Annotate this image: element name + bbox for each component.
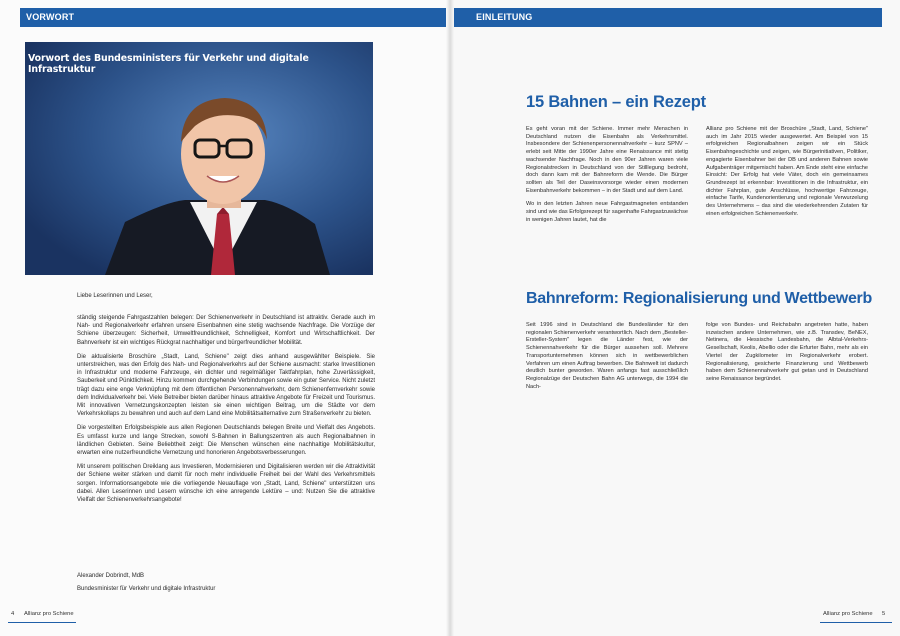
reform-column-2 bbox=[706, 322, 868, 390]
intro-paragraph-2: Wo in den letzten Jahren neue Fahrgastmagneten entstanden sind und wie das Erfolgsrezept für sagenhafte Fahrgastzuwächse in wenigen Jahren lautet, hat die bbox=[526, 201, 689, 223]
letter-paragraph-4: Mit unserem politischen Dreiklang aus Investieren, Modernisieren und Digitalisieren werden wir die Attraktivität der Schiene weiter stärken und damit für noch mehr individuelle Freiheit bei der Wahl des Verkehrsmittels sorgen. Informationsangebote wie die vorliegende Neuauflage von „Stadt, Land, Schiene" unterstützen uns dabei. Allen Leserinnen und Lesern wünsche ich eine anregende Lektüre – und: Nutzen Sie die attraktive Vielfalt der Schienenverkehrsangebote! bbox=[77, 464, 375, 504]
intro-column-2 bbox=[706, 126, 868, 224]
reform-paragraph-1: Seit 1996 sind in Deutschland die Bundesländer für den regionalen Schienenverkehr verantwortlich. Nach dem „Besteller-Ersteller-System" legen die Länder fest, wie der Schienennahverkehr für die Bürger aussehen soll. Mehrere Transportunternehmen können sich in wettbewerblichen Verfahren um einen Auftrag bewerben. Die Bahnwelt ist dadurch deutlich bunter geworden. Waren anfangs fast ausschließlich Regionalzüge der Deutschen Bahn AG unterwegs, die 1994 die Nach- bbox=[526, 322, 688, 390]
photo-credit-wrap bbox=[374, 276, 382, 346]
portrait-illustration bbox=[25, 42, 373, 275]
intro-column-1 bbox=[526, 126, 688, 230]
heading-bahnreform: Bahnreform: Regionalisierung und Wettbewerb bbox=[526, 290, 872, 307]
page-number-left: 4 bbox=[11, 611, 15, 617]
intro-paragraph-1: Es geht voran mit der Schiene. Immer mehr Menschen in Deutschland nutzen die Eisenbahn als Verkehrsmittel. Insbesondere der Schienenpersonennahverkehr – kurz SPNV – erlebt seit Mitte der 1990er Jahre eine Renaissance mit stetig wachsender Nachfrage. Noch in den 90er Jahren waren viele Regionalstrecken in Deutschland von der Stilllegung bedroht, doch dann kam mit der Bahnreform die Wende. Die Bürger sollten als Teil der Daseinsvorsorge wieder einen modernen Eisenbahnverkehr bekommen – in der Stadt und auf dem Land. bbox=[526, 126, 688, 194]
footer-label-left: Allianz pro Schiene bbox=[24, 611, 74, 617]
section-bar-einleitung: EINLEITUNG bbox=[454, 8, 882, 27]
footer-rule-right bbox=[820, 622, 892, 623]
letter-greeting: Liebe Leserinnen und Leser, bbox=[77, 293, 153, 299]
signature-name: Alexander Dobrindt, MdB bbox=[77, 573, 145, 579]
binding-gutter bbox=[446, 0, 454, 636]
intro-paragraph-3: Allianz pro Schiene mit der Broschüre „Stadt, Land, Schiene" auch im Jahr 2015 wieder ausgewertet. Am Beispiel von 15 erfolgreichen Regionalbahnen zeigen wir ein Stück Eisenbahngeschichte und zeigen, wie Bürgerinitiativen, Politiker, engagierte Eisenbahner bei der DB und anderen Bahnen sowie Aufgabenträger mitgemischt haben. Am Ende steht eine einfache Einsicht: Der Erfolg hat viele Väter, doch ein gemeinsames Grundrezept ist erkennbar: Investitionen in die Infrastruktur, ein dichter Fahrplan, gute Anschlüsse, hochwertige Fahrzeuge, einfache Tarife, Kundenorientierung und regionale Verwurzelung des Unternehmens – das sind die wiederkehrenden Zutaten für einen erfolgreichen Schienenverkehr. bbox=[706, 126, 868, 217]
signature-title: Bundesminister für Verkehr und digitale Infrastruktur bbox=[77, 586, 216, 592]
reform-paragraph-2: folge von Bundes- und Reichsbahn angetreten hatte, haben inzwischen andere Unternehmen, wie z.B. Transdev, BeNEX, Netinera, die Hessische Landesbahn, die Albtal-Verkehrs-Gesellschaft, Keolis, Abellio oder die Erfurter Bahn, mehr als ein Viertel der Zugkilometer im Regionalverkehr erobert. Regionalisierung, gesicherte Finanzierung und Wettbewerb haben dem Schienennahverkehr gut getan und in Deutschland seine Renaissance begründet. bbox=[706, 322, 868, 382]
section-bar-vorwort: VORWORT bbox=[20, 8, 446, 27]
minister-photo bbox=[25, 42, 373, 275]
letter-paragraph-1: ständig steigende Fahrgastzahlen belegen: Der Schienenverkehr in Deutschland ist attraktiv. Gerade auch im Nah- und Regionalverkehr erfahren unsere Eisenbahnen eine stetig wachsende Nachfrage. Die Vorzüge der Schiene überzeugen: Sicherheit, Umweltfreundlichkeit, Schnelligkeit, Komfort und Wirtschaftlichkeit. Der Bahnverkehr ist ein wichtiges Rückgrat nachhaltiger und bürgerfreundlicher Mobilität. bbox=[77, 315, 375, 346]
photo-title: Vorwort des Bundesministers für Verkehr und digitale Infrastruktur bbox=[28, 53, 309, 75]
page-number-right: 5 bbox=[882, 611, 886, 617]
letter-paragraph-2: Die aktualisierte Broschüre „Stadt, Land, Schiene" zeigt dies anhand ausgewählter Beispiele. Sie unterstreichen, was den Erfolg des Nah- und Regionalverkehrs auf der Schiene ausmacht: starke Investitionen in Infrastruktur und moderne Fahrzeuge, ein dichter und regelmäßiger Taktfahrplan, hohe Zuverlässigkeit, Sauberkeit und Pünktlichkeit. Hinzu kommen durchgehende Verbindungen sowie ein guter Service. Nicht zuletzt trägt dazu eine enge Verknüpfung mit dem öffentlichen Personennahverkehr, dem Schienenfernverkehr sowie dem Individualverkehr bei. Viele Betreiber bieten darüber hinaus attraktive Angebote für Freizeit und Tourismus. Mit innovativen Vernetzungskonzepten leisten sie einen wichtigen Beitrag, um die Städte vor dem Verkehrskollaps zu bewahren und auch auf dem Land eine Mobilitätsalternative zum Straßenverkehr zu bieten. bbox=[77, 353, 375, 418]
letter-body bbox=[77, 314, 375, 510]
footer-label-right: Allianz pro Schiene bbox=[823, 611, 873, 617]
letter-paragraph-3: Die vorgestellten Erfolgsbeispiele aus allen Regionen Deutschlands belegen Breite und Vielfalt des Angebots. Es umfasst kurze und lange Strecken, sowohl S-Bahnen in Ballungszentren als auch Regionalbahnen in ländlichen Gebieten. Seine Beliebtheit zeigt: Die Menschen wünschen eine nachhaltige Mobilitätskultur, erwarten eine nutzerfreundliche Vernetzung und honorieren Angebotsverbesserungen. bbox=[77, 425, 375, 457]
heading-15-bahnen: 15 Bahnen – ein Rezept bbox=[526, 93, 706, 111]
reform-column-1 bbox=[526, 322, 688, 397]
footer-rule-left bbox=[8, 622, 76, 623]
